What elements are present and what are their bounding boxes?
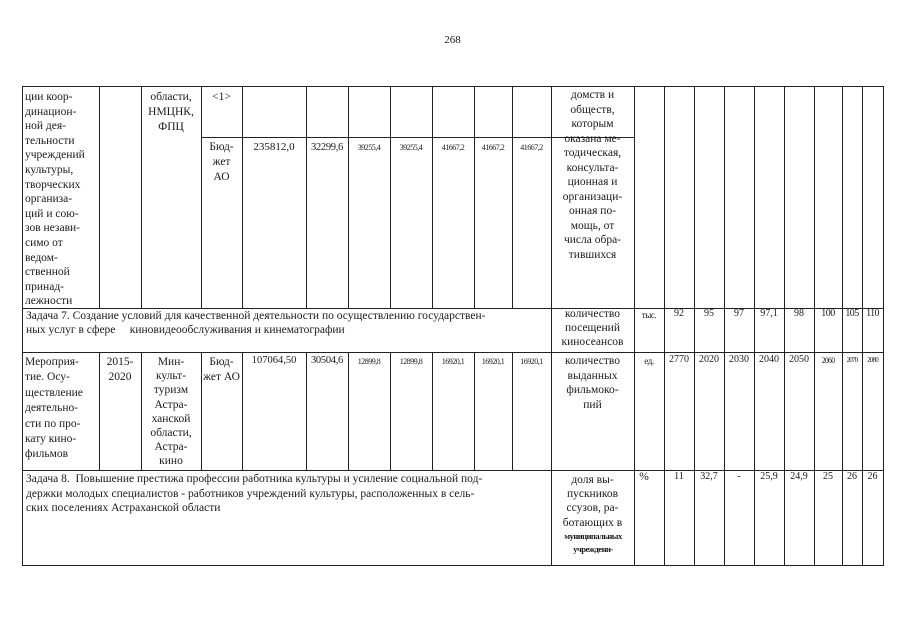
target-value-cell: 26 <box>847 471 857 482</box>
indicator-cell: количество выданных фильмоко- пий <box>565 355 620 411</box>
target-value-cell: 95 <box>704 308 714 319</box>
col-border <box>306 86 307 308</box>
target-value-cell: 2050 <box>789 354 809 365</box>
col-border <box>883 86 884 566</box>
target-value-cell: 2060 <box>821 356 835 365</box>
year-cost-cell: 16920,1 <box>441 357 465 366</box>
target-value-cell: 100 <box>821 308 835 319</box>
col-border <box>634 86 635 566</box>
col-border <box>306 352 307 470</box>
col-border <box>348 352 349 470</box>
target-value-cell: 25 <box>823 471 833 482</box>
target-value-cell: 92 <box>674 308 684 319</box>
col-border <box>862 86 863 566</box>
unit-cell: ед. <box>644 356 654 366</box>
col-border <box>814 86 815 566</box>
year-cost-cell: 39255,4 <box>399 143 423 152</box>
col-border <box>842 86 843 566</box>
col-border <box>242 86 243 308</box>
col-border <box>390 352 391 470</box>
col-border <box>348 86 349 308</box>
col-border <box>390 86 391 308</box>
col-border <box>474 86 475 308</box>
indicator-cell-bold: муниципальных учреждени- <box>564 531 622 554</box>
target-value-cell: 32,7 <box>700 471 718 482</box>
target-value-cell: 98 <box>794 308 804 319</box>
col-border <box>724 86 725 566</box>
col-border <box>512 352 513 470</box>
note-reference: <1> <box>212 91 231 103</box>
target-value-cell: 97,1 <box>760 308 778 319</box>
indicator-cell: доля вы- пускников ссузов, ра- ботающих в <box>562 474 623 529</box>
year-cost-cell: 41667,2 <box>441 143 465 152</box>
target-value-cell: 24,9 <box>790 471 808 482</box>
year-cost-cell: 41667,2 <box>481 143 505 152</box>
target-value-cell: 2080 <box>867 356 878 364</box>
total-cost-cell: 235812,0 <box>253 141 295 153</box>
col-border <box>694 86 695 566</box>
year-cost-cell: 30504,6 <box>310 355 344 366</box>
col-border <box>474 352 475 470</box>
task-8-title: Задача 8. Повышение престижа профессии работника культуры и усиление социальной под- держки молодых специалистов - работников учреждений культуры, расположенных в сель- ских поселениях Астраханской области <box>26 473 483 514</box>
year-cost-cell: 32299,6 <box>310 142 344 153</box>
executor-cell: области, НМЦНК, ФПЦ <box>148 91 194 133</box>
target-value-cell: 2770 <box>669 354 689 365</box>
col-border <box>99 86 100 308</box>
target-value-cell: 105 <box>845 308 859 319</box>
target-value-cell: 97 <box>734 308 744 319</box>
col-border <box>242 352 243 470</box>
target-value-cell: 25,9 <box>760 471 778 482</box>
target-value-cell: 2040 <box>759 354 779 365</box>
year-cost-cell: 16920,1 <box>481 357 505 366</box>
total-cost-cell: 107064,50 <box>251 355 297 366</box>
target-value-cell: 110 <box>866 308 879 319</box>
measure-name-cell: Мероприя- тие. Осу- ществление деятельно- сти по про- кату кино- фильмов <box>25 356 83 461</box>
target-value-cell: 2030 <box>729 354 749 365</box>
executor-cell: Мин- культ- туризм Астра- ханской области, Астра- кино <box>150 356 192 468</box>
unit-cell: тыс. <box>641 310 657 320</box>
col-border <box>664 86 665 566</box>
target-value-cell: 2020 <box>699 354 719 365</box>
activity-name-cell: ции коор- динацион- ной дея- тельности учреждений культуры, творческих организа- ций и сою- зов незави- симо от ведом- ственной принад- лежности <box>25 91 85 308</box>
indicator-cell: домств и обществ, которым оказана ме- тодическая, консульта- ционная и организаци- онная по- мощь, от числа обра- тившихся <box>562 89 623 261</box>
col-border <box>754 86 755 566</box>
target-value-cell: 2070 <box>846 356 858 364</box>
unit-cell: % <box>639 471 649 483</box>
target-value-cell: - <box>737 471 741 482</box>
col-border <box>512 86 513 308</box>
target-value-cell: 11 <box>674 471 684 482</box>
target-value-cell: 26 <box>867 471 878 482</box>
funding-source-cell: Бюд- жет АО <box>209 141 234 183</box>
year-cost-cell: 12899,8 <box>357 357 381 366</box>
col-border <box>432 352 433 470</box>
col-border <box>22 86 23 566</box>
year-cost-cell: 39255,4 <box>357 143 381 152</box>
year-cost-cell: 16920,1 <box>520 357 543 366</box>
period-cell: 2015- 2020 <box>106 356 134 383</box>
task-7-title: Задача 7. Создание условий для качественной деятельности по осуществлению государствен- ных услуг в сфере киновидеообслуживания и кинематографии <box>26 310 486 336</box>
year-cost-cell: 41667,2 <box>520 143 543 152</box>
year-cost-cell: 12899,8 <box>399 357 423 366</box>
col-border <box>201 86 202 308</box>
indicator-cell: количество посещений киносеансов <box>561 308 624 348</box>
funding-source-cell: Бюд- жет АО <box>203 356 240 383</box>
col-border <box>432 86 433 308</box>
col-border <box>784 86 785 566</box>
page-number: 268 <box>444 34 461 46</box>
